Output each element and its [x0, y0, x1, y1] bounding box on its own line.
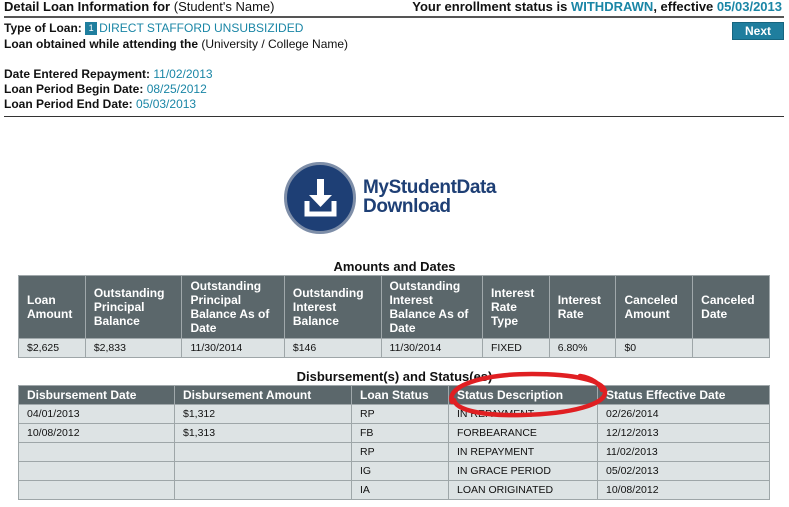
col-interest-as-of: Outstanding Interest Balance As of Date — [381, 276, 482, 339]
col-interest-balance: Outstanding Interest Balance — [284, 276, 381, 339]
cell — [19, 481, 175, 500]
enroll-prefix: Your enrollment status is — [412, 0, 568, 14]
cell: IA — [352, 481, 449, 500]
loan-type-value[interactable]: DIRECT STAFFORD UNSUBSIZIDED — [99, 21, 304, 35]
divider — [4, 116, 784, 117]
cell: 12/12/2013 — [598, 424, 770, 443]
download-tray-icon — [284, 162, 356, 234]
amounts-title: Amounts and Dates — [333, 259, 456, 274]
attending-label: Loan obtained while attending the — [4, 37, 198, 51]
end-label: Loan Period End Date: — [4, 97, 133, 111]
loan-type-line — [4, 21, 303, 35]
cell — [175, 443, 352, 462]
amounts-table — [18, 275, 770, 358]
table-row — [19, 481, 770, 500]
cell — [19, 462, 175, 481]
cell: $146 — [284, 339, 381, 358]
disbursements-table — [18, 385, 770, 500]
cell: $2,833 — [85, 339, 182, 358]
cell: 6.80% — [549, 339, 616, 358]
cell: $1,313 — [175, 424, 352, 443]
cell: IN REPAYMENT — [449, 443, 598, 462]
effective-date: 05/03/2013 — [716, 0, 782, 14]
cell: FB — [352, 424, 449, 443]
cell: 10/08/2012 — [598, 481, 770, 500]
cell: LOAN ORIGINATED — [449, 481, 598, 500]
cell: IN GRACE PERIOD — [449, 462, 598, 481]
col-status-desc: Status Description — [449, 386, 598, 405]
col-principal-balance: Outstanding Principal Balance — [85, 276, 182, 339]
next-button[interactable]: Next — [732, 22, 784, 40]
cell — [175, 481, 352, 500]
col-canceled-amount: Canceled Amount — [616, 276, 693, 339]
begin-value: 08/25/2012 — [146, 82, 207, 96]
cell: 11/30/2014 — [182, 339, 284, 358]
logo-line2: Download — [363, 196, 451, 217]
cell: IG — [352, 462, 449, 481]
cell — [175, 462, 352, 481]
repayment-label: Date Entered Repayment: — [4, 67, 151, 81]
repayment-line — [4, 67, 213, 81]
col-interest-rate: Interest Rate — [549, 276, 616, 339]
logo-line1: MyStudentData — [363, 177, 497, 198]
cell: 02/26/2014 — [598, 405, 770, 424]
loan-type-label: Type of Loan: — [4, 21, 82, 35]
loan-number-badge: 1 — [85, 22, 97, 35]
col-rate-type: Interest Rate Type — [482, 276, 549, 339]
col-loan-status: Loan Status — [352, 386, 449, 405]
effective-prefix: , effective — [653, 0, 714, 14]
col-disb-date: Disbursement Date — [19, 386, 175, 405]
detail-label: Detail Loan Information for — [4, 0, 171, 14]
cell: $2,625 — [19, 339, 86, 358]
col-disb-amount: Disbursement Amount — [175, 386, 352, 405]
cell: $0 — [616, 339, 693, 358]
cell: FIXED — [482, 339, 549, 358]
logo-text — [363, 178, 496, 216]
table-row — [19, 424, 770, 443]
school-name: (University / College Name) — [201, 37, 349, 51]
detail-loan-heading — [4, 0, 275, 14]
end-value: 05/03/2013 — [136, 97, 197, 111]
student-name: (Student's Name) — [173, 0, 275, 14]
cell — [19, 443, 175, 462]
col-loan-amount: Loan Amount — [19, 276, 86, 339]
cell: FORBEARANCE — [449, 424, 598, 443]
table-row — [19, 443, 770, 462]
cell: 11/02/2013 — [598, 443, 770, 462]
col-principal-as-of: Outstanding Principal Balance As of Date — [182, 276, 284, 339]
highlight-circle-icon — [442, 364, 610, 426]
page-header — [4, 0, 784, 18]
cell: $1,312 — [175, 405, 352, 424]
attending-line — [4, 37, 348, 51]
cell: 04/01/2013 — [19, 405, 175, 424]
end-line — [4, 97, 196, 111]
begin-label: Loan Period Begin Date: — [4, 82, 144, 96]
repayment-value: 11/02/2013 — [153, 67, 213, 81]
col-status-eff-date: Status Effective Date — [598, 386, 770, 405]
col-canceled-date: Canceled Date — [693, 276, 770, 339]
cell: RP — [352, 443, 449, 462]
cell: 10/08/2012 — [19, 424, 175, 443]
cell: IN REPAYMENT — [449, 405, 598, 424]
cell: 11/30/2014 — [381, 339, 482, 358]
cell: RP — [352, 405, 449, 424]
cell: 05/02/2013 — [598, 462, 770, 481]
begin-line — [4, 82, 207, 96]
disbursements-title: Disbursement(s) and Status(es) — [296, 369, 493, 384]
cell — [693, 339, 770, 358]
enrollment-status — [412, 0, 782, 14]
table-row — [19, 462, 770, 481]
table-row — [19, 405, 770, 424]
mystudentdata-logo — [284, 160, 524, 238]
enroll-status-value: WITHDRAWN — [570, 0, 654, 14]
table-row — [19, 339, 770, 358]
